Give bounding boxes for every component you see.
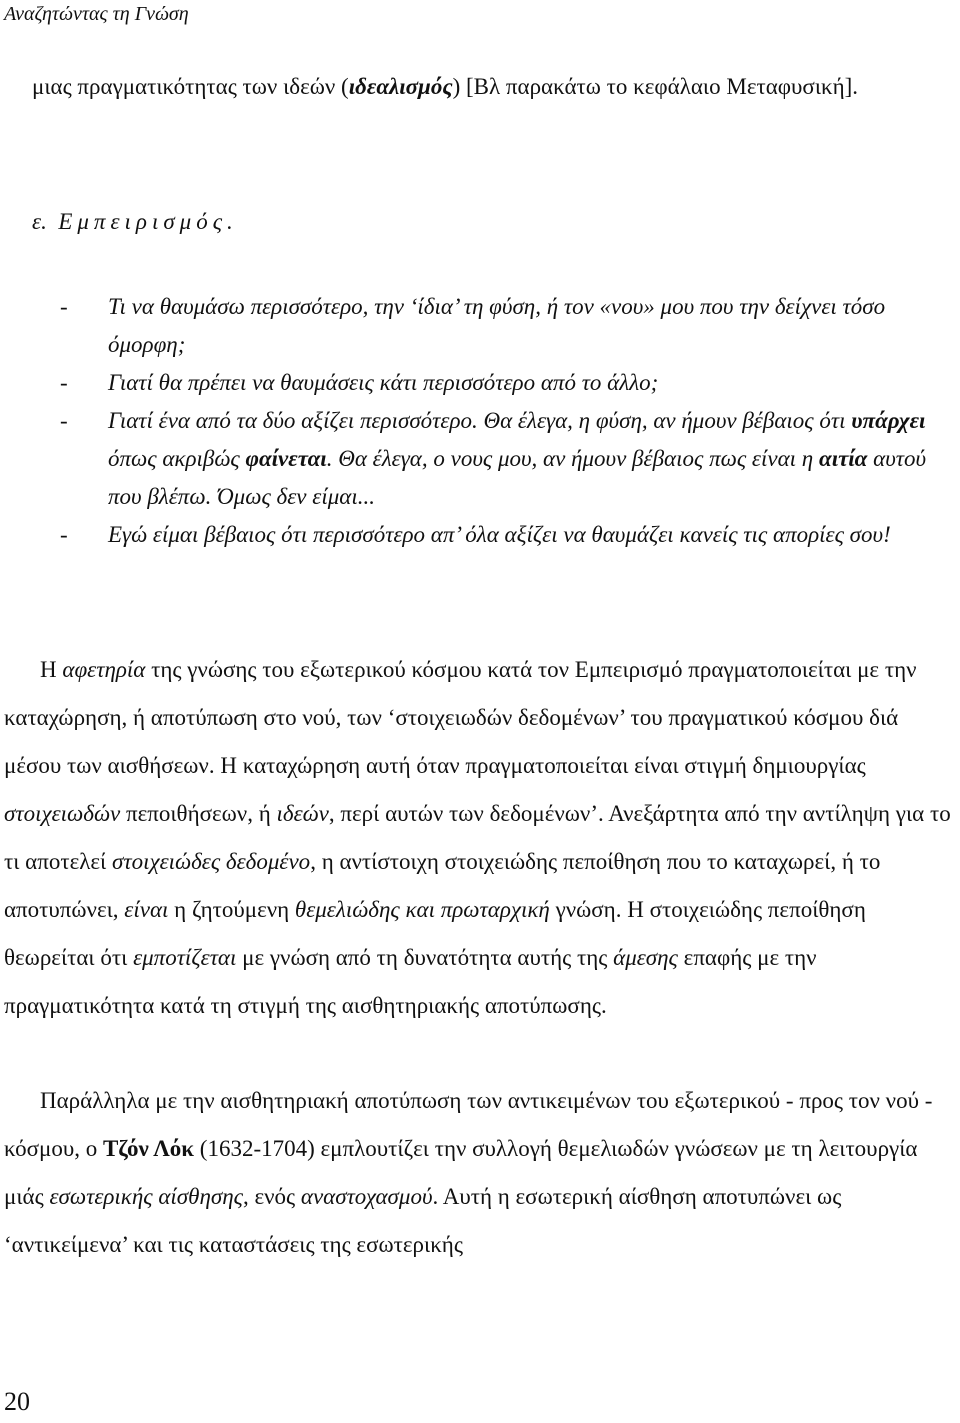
- section-letter: ε.: [32, 209, 47, 234]
- dialogue-line-4: [60, 516, 955, 554]
- paragraph-emphasis: στοιχειωδών: [4, 801, 121, 826]
- paragraph-text: πεποιθήσεων, ή: [120, 801, 277, 826]
- paragraph-text: Παράλληλα με την αισθητηριακή αποτύπωση των αντικειμένων του εξωτερικού - προς τον νού - κόσμου, ο: [4, 1088, 933, 1161]
- dialogue-dash: -: [60, 408, 68, 433]
- emphasis-exists: υπάρχει: [851, 408, 926, 433]
- paragraph-text: , η αντίστοιχη στοιχειώδης πεποίθηση που το καταχωρεί, ή το αποτυπώνει,: [4, 849, 881, 922]
- dialogue-text: όπως ακριβώς: [108, 446, 246, 471]
- paragraph-emphasis: ιδεών: [276, 801, 329, 826]
- dialogue-text: αυτού που βλέπω. Όμως δεν είμαι...: [108, 446, 927, 509]
- paragraph-text: , ενός: [242, 1184, 301, 1209]
- dialogue-text: Τι να θαυμάσω περισσότερο, την ‘ίδια’ τη φύση, ή τον «νου» μου που την δείχνει τόσο όμορφη;: [108, 294, 886, 357]
- paragraph-text: επαφής με την πραγματικότητα κατά τη στιγμή της αισθητηριακής αποτύπωσης.: [4, 945, 817, 1018]
- paragraph-emphasis: αφετηρία: [62, 657, 146, 682]
- paragraph-emphasis: εμποτίζεται: [133, 945, 237, 970]
- dialogue-text: Γιατί θα πρέπει να θαυμάσεις κάτι περισσότερο από το άλλο;: [108, 370, 659, 395]
- paragraph-text: με γνώση από τη δυνατότητα αυτής της: [236, 945, 614, 970]
- intro-paragraph: [32, 68, 932, 105]
- emphasis-appears: φαίνεται: [245, 446, 327, 471]
- dialogue-dash: -: [60, 522, 68, 547]
- paragraph-text: (1632-1704) εμπλουτίζει την συλλογή θεμελιωδών γνώσεων με τη λειτουργία μιάς: [4, 1136, 918, 1209]
- dialogue-text: . Θα έλεγα, ο νους μου, αν ήμουν βέβαιος πως είναι η: [326, 446, 819, 471]
- dialogue-text: Γιατί ένα από τα δύο αξίζει περισσότερο. Θα έλεγα, η φύση, αν ήμουν βέβαιος ότι: [108, 408, 852, 433]
- dialogue-dash: -: [60, 294, 68, 319]
- paragraph-emphasis: στοιχειώδες δεδομένο: [112, 849, 311, 874]
- paragraph-emphasis: αναστοχασμού: [300, 1184, 433, 1209]
- paragraph-emphasis: θεμελιώδης και πρωταρχική: [294, 897, 550, 922]
- intro-text-post: ) [Βλ παρακάτω το κεφάλαιο Μεταφυσική].: [452, 74, 859, 99]
- paragraph-text: , περί αυτών των δεδομένων’. Ανεξάρτητα από την αντίληψη για το τι αποτελεί: [4, 801, 951, 874]
- body-paragraph-2: [4, 1077, 956, 1269]
- intro-term-idealism: ιδεαλισμός: [348, 74, 453, 99]
- paragraph-text: . Αυτή η εσωτερική αίσθηση αποτυπώνει ως ‘αντικείμενα’ και τις καταστάσεις της εσωτερικής: [4, 1184, 842, 1257]
- paragraph-emphasis: εσωτερικής αίσθησης: [49, 1184, 243, 1209]
- running-header: Αναζητώντας τη Γνώση: [4, 3, 189, 25]
- page-number: 20: [4, 1387, 30, 1416]
- paragraph-text: η ζητούμενη: [168, 897, 295, 922]
- person-name-locke: Τζόν Λόκ: [102, 1136, 195, 1161]
- intro-text-pre: μιας πραγματικότητας των ιδεών (: [32, 74, 349, 99]
- section-title: Εμπειρισμός.: [58, 209, 238, 234]
- dialogue-text: Εγώ είμαι βέβαιος ότι περισσότερο απ’ όλα αξίζει να θαυμάζει κανείς τις απορίες σου!: [108, 522, 891, 547]
- dialogue-line-1: [60, 288, 955, 364]
- paragraph-text: της γνώσης του εξωτερικού κόσμου κατά τον Εμπειρισμό πραγματοποιείται με την καταχώρηση, ή αποτύπωση στο νού, των ‘στοιχειωδών δεδομένων’ του πραγματικού κόσμου διά μέσου των αισθήσεων. Η καταχώρηση αυτή όταν πραγματοποιείται είναι στιγμή δημιουργίας: [4, 657, 917, 778]
- paragraph-emphasis: είναι: [124, 897, 169, 922]
- paragraph-emphasis: άμεσης: [613, 945, 678, 970]
- dialogue-list: [60, 288, 955, 554]
- body-paragraph-1: [4, 646, 956, 1030]
- section-heading: [32, 209, 238, 235]
- emphasis-cause: αιτία: [818, 446, 868, 471]
- paragraph-text: γνώση. Η στοιχειώδης πεποίθηση θεωρείται ότι: [4, 897, 866, 970]
- dialogue-dash: -: [60, 370, 68, 395]
- dialogue-line-3: [60, 402, 955, 516]
- dialogue-line-2: [60, 364, 955, 402]
- paragraph-text: Η: [40, 657, 63, 682]
